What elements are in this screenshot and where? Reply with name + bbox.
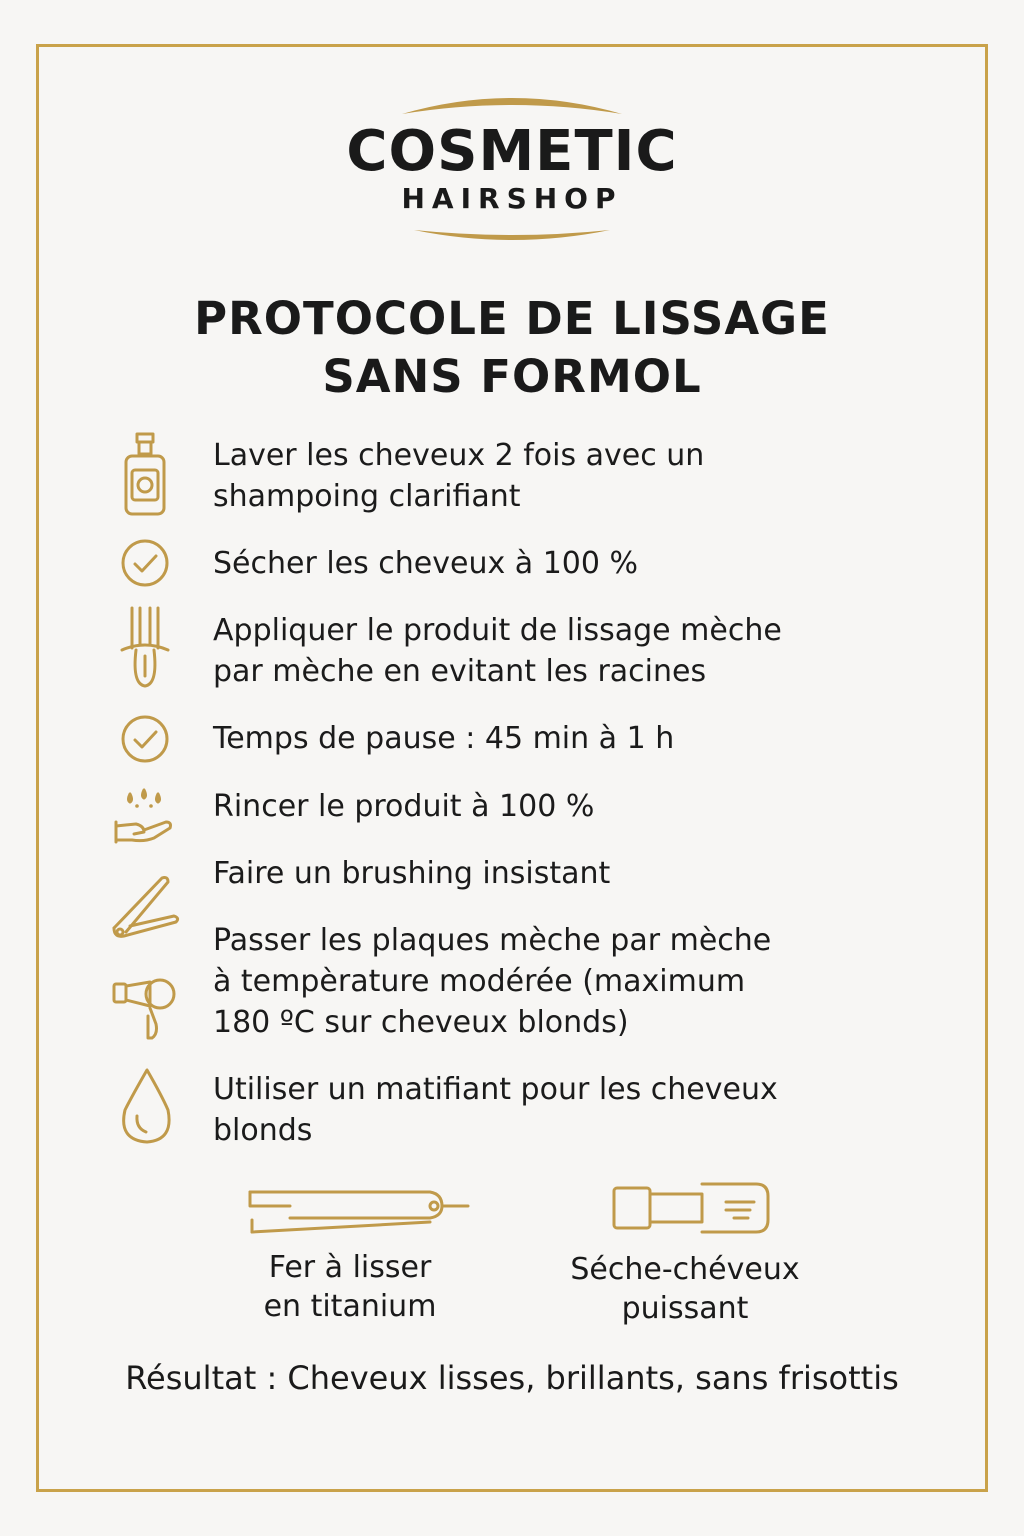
flat-iron-icon — [110, 870, 180, 960]
flat-iron-icon — [230, 1182, 470, 1242]
tool-flat-iron: Fer à lisser en titanium — [230, 1182, 470, 1326]
bottle-icon — [110, 430, 180, 520]
step-item: Faire un brushing insistant — [213, 856, 611, 891]
step-item: Sécher les cheveux à 100 % — [213, 546, 638, 581]
hair-strand-icon — [110, 604, 180, 694]
step-item: Temps de pause : 45 min à 1 h — [213, 721, 675, 756]
drop-icon — [110, 1062, 180, 1152]
brand-name: COSMETIC — [346, 119, 678, 184]
rinse-hand-icon — [110, 776, 180, 866]
step-item: Rincer le produit à 100 % — [213, 789, 595, 824]
tool-hair-dryer: Séche-chéveux puissant — [560, 1180, 810, 1328]
hair-dryer-icon — [590, 1180, 780, 1244]
brand-subtitle: HAIRSHOP — [401, 182, 623, 215]
step-item: Laver les cheveux 2 fois avec un shampoing clarifiant — [213, 438, 705, 514]
title-line-1: PROTOCOLE DE LISSAGE — [194, 292, 830, 345]
result-text: Résultat : Cheveux lisses, brillants, sans frisottis — [125, 1359, 899, 1397]
brand-logo — [0, 88, 1024, 248]
step-item: Appliquer le produit de lissage mèche par mèche en evitant les racines — [213, 613, 782, 689]
hair-dryer-icon — [110, 968, 180, 1058]
step-item: Passer les plaques mèche par mèche à tempèrature modérée (maximum 180 ºC sur cheveux blonds) — [213, 923, 772, 1040]
title-line-2: SANS FORMOL — [322, 350, 702, 403]
check-circle-icon — [110, 518, 180, 608]
step-item: Utiliser un matifiant pour les cheveux blonds — [213, 1072, 778, 1148]
page-title — [0, 290, 1024, 406]
check-circle-icon — [110, 694, 180, 784]
